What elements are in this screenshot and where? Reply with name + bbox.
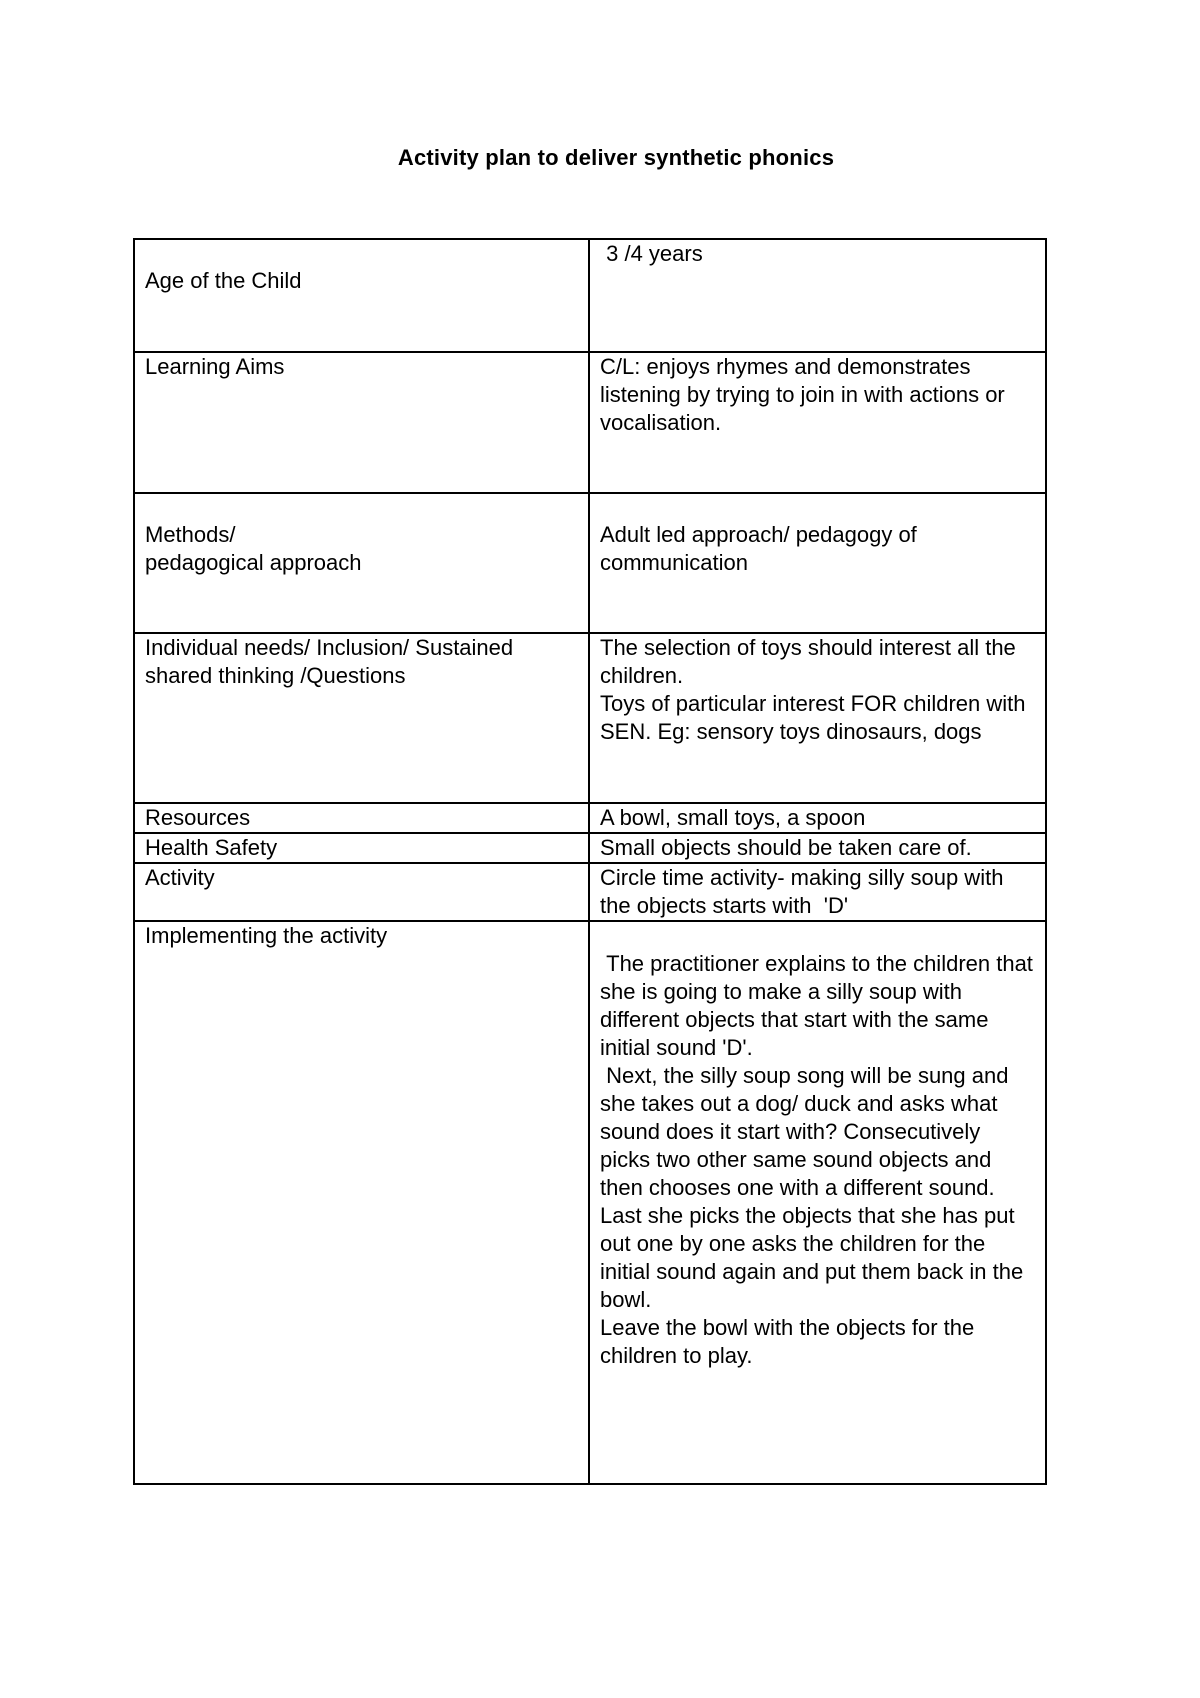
activity-label: Activity	[134, 863, 589, 921]
age-label: Age of the Child	[134, 239, 589, 352]
resources-value: A bowl, small toys, a spoon	[589, 803, 1046, 833]
table-row-implementing	[134, 921, 1046, 1484]
methods-value: Adult led approach/ pedagogy of communication	[589, 493, 1046, 633]
implementing-label: Implementing the activity	[134, 921, 589, 1484]
health-safety-value: Small objects should be taken care of.	[589, 833, 1046, 863]
age-value: 3 /4 years	[589, 239, 1046, 352]
health-safety-label: Health Safety	[134, 833, 589, 863]
implementing-value: The practitioner explains to the children that she is going to make a silly soup with different objects that start with the same initial sound 'D'. Next, the silly soup song will be sung and she takes out a dog/ duck and asks what sound does it start with? Consecutively picks two other same sound objects and then chooses one with a different sound. Last she picks the objects that she has put out one by one asks the children for the initial sound again and put them back in the bowl. Leave the bowl with the objects for the children to play.	[589, 921, 1046, 1484]
individual-needs-label: Individual needs/ Inclusion/ Sustained shared thinking /Questions	[134, 633, 589, 803]
table-row-age	[134, 239, 1046, 352]
table-row-methods	[134, 493, 1046, 633]
activity-plan-table	[133, 238, 1047, 1485]
table-row-learning-aims	[134, 352, 1046, 493]
table-row-individual-needs	[134, 633, 1046, 803]
page-title: Activity plan to deliver synthetic phonics	[397, 145, 835, 170]
table-row-resources	[134, 803, 1046, 833]
learning-aims-value: C/L: enjoys rhymes and demonstrates listening by trying to join in with actions or vocalisation.	[589, 352, 1046, 493]
resources-label: Resources	[134, 803, 589, 833]
activity-value: Circle time activity- making silly soup with the objects starts with 'D'	[589, 863, 1046, 921]
individual-needs-value: The selection of toys should interest all the children. Toys of particular interest FOR children with SEN. Eg: sensory toys dinosaurs, dogs	[589, 633, 1046, 803]
learning-aims-label: Learning Aims	[134, 352, 589, 493]
methods-label: Methods/ pedagogical approach	[134, 493, 589, 633]
table-row-health-safety	[134, 833, 1046, 863]
table-row-activity	[134, 863, 1046, 921]
